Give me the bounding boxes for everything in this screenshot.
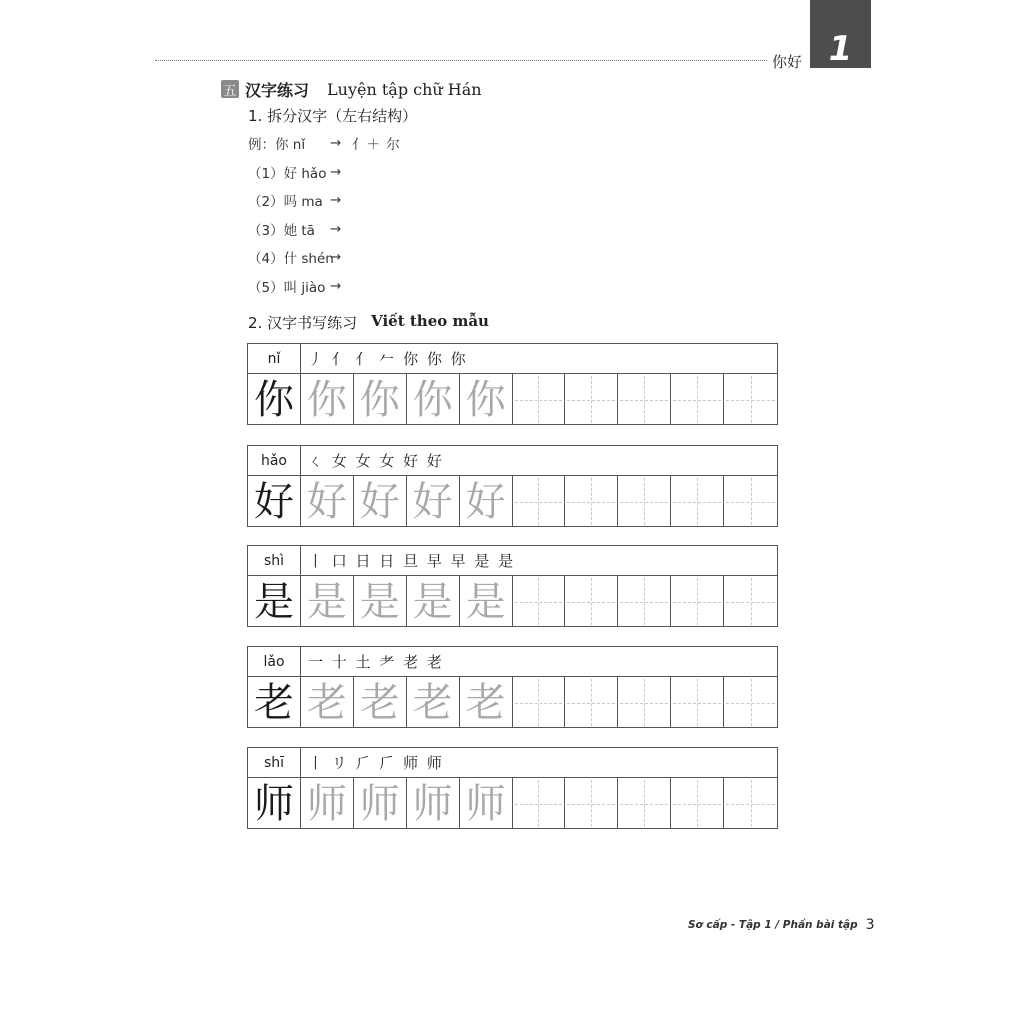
empty-writing-cell[interactable] xyxy=(618,778,671,829)
arrow-icon: → xyxy=(330,164,342,180)
split-row-1 xyxy=(248,162,348,182)
trace-character-cell xyxy=(354,778,407,829)
lesson-title: 你好 xyxy=(772,53,803,71)
practice-block xyxy=(247,545,778,627)
pinyin-label: hǎo xyxy=(248,446,301,475)
trace-character-cell xyxy=(354,374,407,425)
empty-writing-cell[interactable] xyxy=(671,374,724,425)
trace-character: 是 xyxy=(412,578,453,625)
trace-character: 好 xyxy=(465,478,506,525)
empty-writing-cell[interactable] xyxy=(671,476,724,527)
empty-writing-cell[interactable] xyxy=(513,476,566,527)
trace-character: 师 xyxy=(465,780,506,827)
trace-character-cell xyxy=(407,677,460,728)
trace-character: 师 xyxy=(412,780,453,827)
lesson-number-tab: 1 xyxy=(810,0,871,68)
model-character: 师 xyxy=(253,780,294,827)
empty-writing-cell[interactable] xyxy=(618,576,671,627)
practice-header-row xyxy=(248,344,777,374)
split-row-char: （5）叫 jiào xyxy=(248,280,326,296)
stroke-order: 一 十 土 耂 老 老 xyxy=(308,653,444,671)
split-row-3 xyxy=(248,219,348,239)
pinyin-label: shī xyxy=(248,748,301,777)
split-row-char: （4）什 shén xyxy=(248,251,334,267)
header-rule xyxy=(155,60,767,61)
pinyin-label: lǎo xyxy=(248,647,301,676)
trace-character-cell xyxy=(354,677,407,728)
split-row-char: （2）吗 ma xyxy=(248,194,323,210)
model-character-cell xyxy=(248,576,301,627)
split-row-5 xyxy=(248,276,348,296)
exercise1-title: 1. 拆分汉字（左右结构） xyxy=(248,107,418,125)
section-title-zh: 汉字练习 xyxy=(245,80,310,100)
split-row-parts: 亻＋ 尔 xyxy=(352,137,401,153)
empty-writing-cell[interactable] xyxy=(513,677,566,728)
writing-grid-row xyxy=(248,374,777,425)
model-character-cell xyxy=(248,374,301,425)
practice-block xyxy=(247,445,778,527)
trace-character-cell xyxy=(301,476,354,527)
split-row-2 xyxy=(248,190,348,210)
pinyin-label: shì xyxy=(248,546,301,575)
arrow-icon: → xyxy=(330,221,342,237)
model-character: 你 xyxy=(253,376,294,423)
stroke-order: 丿 亻 亻 𠂉 你 你 你 xyxy=(308,350,468,368)
trace-character: 老 xyxy=(412,679,453,726)
practice-header-row xyxy=(248,748,777,778)
trace-character-cell xyxy=(301,778,354,829)
trace-character: 是 xyxy=(306,578,347,625)
split-row-char: （3）她 tā xyxy=(248,223,315,239)
practice-block xyxy=(247,343,778,425)
arrow-icon: → xyxy=(330,278,342,294)
writing-grid-row xyxy=(248,778,777,829)
empty-writing-cell[interactable] xyxy=(513,576,566,627)
trace-character-cell xyxy=(354,476,407,527)
trace-character: 你 xyxy=(465,376,506,423)
stroke-order: 丨 リ ⺁ 𠂆 师 师 xyxy=(308,754,444,772)
split-row-char: 例：你 nǐ xyxy=(248,137,306,153)
trace-character-cell xyxy=(460,476,513,527)
trace-character-cell xyxy=(460,778,513,829)
model-character-cell xyxy=(248,778,301,829)
trace-character-cell xyxy=(301,576,354,627)
arrow-icon: → xyxy=(330,249,342,265)
trace-character-cell xyxy=(407,778,460,829)
model-character: 老 xyxy=(253,679,294,726)
trace-character-cell xyxy=(460,374,513,425)
section-heading xyxy=(221,78,482,100)
trace-character-cell xyxy=(407,476,460,527)
empty-writing-cell[interactable] xyxy=(724,778,777,829)
model-character-cell xyxy=(248,476,301,527)
empty-writing-cell[interactable] xyxy=(724,476,777,527)
exercise2-title-vi: Viết theo mẫu xyxy=(371,312,489,330)
empty-writing-cell[interactable] xyxy=(565,677,618,728)
trace-character: 老 xyxy=(359,679,400,726)
trace-character-cell xyxy=(354,576,407,627)
footer xyxy=(688,917,875,933)
empty-writing-cell[interactable] xyxy=(513,374,566,425)
trace-character-cell xyxy=(301,677,354,728)
empty-writing-cell[interactable] xyxy=(565,778,618,829)
trace-character: 师 xyxy=(306,780,347,827)
empty-writing-cell[interactable] xyxy=(724,677,777,728)
trace-character-cell xyxy=(460,576,513,627)
trace-character: 好 xyxy=(306,478,347,525)
trace-character: 好 xyxy=(412,478,453,525)
arrow-icon: → xyxy=(330,135,342,151)
trace-character: 老 xyxy=(306,679,347,726)
trace-character: 老 xyxy=(465,679,506,726)
exercise2-title-zh: 2. 汉字书写练习 xyxy=(248,314,358,332)
trace-character: 你 xyxy=(306,376,347,423)
writing-grid-row xyxy=(248,677,777,728)
model-character-cell xyxy=(248,677,301,728)
exercise2-title xyxy=(248,312,489,333)
trace-character-cell xyxy=(460,677,513,728)
split-row-example xyxy=(248,133,401,153)
practice-header-row xyxy=(248,647,777,677)
stroke-order: 丨 口 日 日 旦 早 早 是 是 xyxy=(308,552,516,570)
practice-block xyxy=(247,646,778,728)
writing-grid-row xyxy=(248,576,777,627)
split-row-4 xyxy=(248,247,348,267)
pinyin-label: nǐ xyxy=(248,344,301,373)
trace-character: 师 xyxy=(359,780,400,827)
split-row-char: （1）好 hǎo xyxy=(248,166,327,182)
empty-writing-cell[interactable] xyxy=(513,778,566,829)
practice-header-row xyxy=(248,446,777,476)
trace-character: 是 xyxy=(465,578,506,625)
empty-writing-cell[interactable] xyxy=(565,576,618,627)
empty-writing-cell[interactable] xyxy=(724,576,777,627)
empty-writing-cell[interactable] xyxy=(671,778,724,829)
trace-character: 是 xyxy=(359,578,400,625)
trace-character: 你 xyxy=(412,376,453,423)
empty-writing-cell[interactable] xyxy=(671,677,724,728)
trace-character-cell xyxy=(407,576,460,627)
writing-grid-row xyxy=(248,476,777,527)
empty-writing-cell[interactable] xyxy=(618,677,671,728)
model-character: 好 xyxy=(253,478,294,525)
empty-writing-cell[interactable] xyxy=(724,374,777,425)
arrow-icon: → xyxy=(330,192,342,208)
page-number: 3 xyxy=(865,917,875,933)
practice-header-row xyxy=(248,546,777,576)
empty-writing-cell[interactable] xyxy=(565,476,618,527)
empty-writing-cell[interactable] xyxy=(618,476,671,527)
section-title-vi: Luyện tập chữ Hán xyxy=(327,79,482,99)
section-badge: 五 xyxy=(221,80,239,98)
trace-character-cell xyxy=(407,374,460,425)
footer-book-title: Sơ cấp - Tập 1 / Phần bài tập xyxy=(688,919,858,931)
trace-character: 你 xyxy=(359,376,400,423)
empty-writing-cell[interactable] xyxy=(671,576,724,627)
stroke-order: ㄑ 女 女 女 好 好 xyxy=(308,452,444,470)
practice-block xyxy=(247,747,778,829)
model-character: 是 xyxy=(253,578,294,625)
empty-writing-cell[interactable] xyxy=(618,374,671,425)
trace-character-cell xyxy=(301,374,354,425)
empty-writing-cell[interactable] xyxy=(565,374,618,425)
trace-character: 好 xyxy=(359,478,400,525)
